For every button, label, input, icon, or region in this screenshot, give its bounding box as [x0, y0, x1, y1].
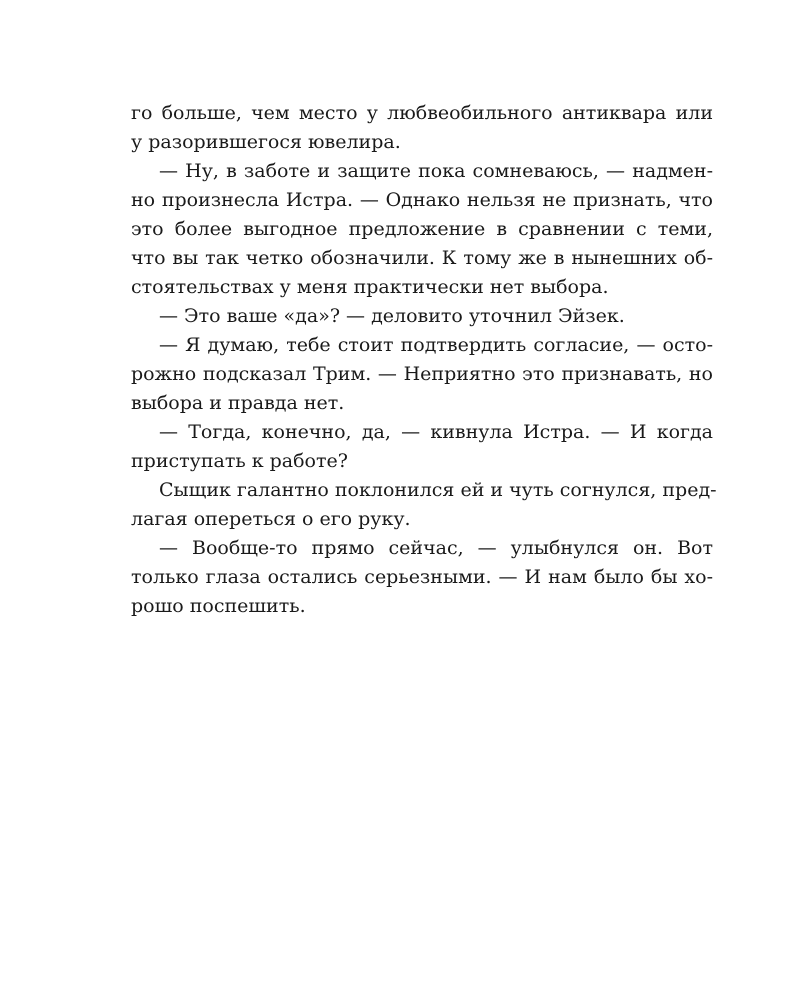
text-line: рожно подсказал Трим. — Неприятно это признавать, но: [131, 363, 713, 385]
text-line: лагая опереться о его руку.: [131, 508, 411, 530]
text-line: это более выгодное предложение в сравнении с теми,: [131, 218, 713, 240]
text-line: — Это ваше «да»? — деловито уточнил Эйзек.: [159, 305, 625, 327]
text-line: стоятельствах у меня практически нет выбора.: [131, 276, 609, 298]
text-line: — Ну, в заботе и защите пока сомневаюсь, — надмен-: [159, 160, 713, 182]
text-line: рошо поспешить.: [131, 595, 306, 617]
text-line: но произнесла Истра. — Однако нельзя не признать, что: [131, 189, 713, 211]
text-line: что вы так четко обозначили. К тому же в нынешних об-: [131, 247, 713, 269]
text-line: выбора и правда нет.: [131, 392, 345, 414]
text-line: Сыщик галантно поклонился ей и чуть согнулся, пред-: [159, 479, 717, 501]
text-line: го больше, чем место у любвеобильного антиквара или: [131, 102, 713, 124]
text-line: — Тогда, конечно, да, — кивнула Истра. — И когда: [159, 421, 713, 443]
text-line: — Я думаю, тебе стоит подтвердить согласие, — осто-: [159, 334, 713, 356]
text-line: приступать к работе?: [131, 450, 348, 472]
text-line: только глаза остались серьезными. — И нам было бы хо-: [131, 566, 713, 588]
text-line: — Вообще-то прямо сейчас, — улыбнулся он. Вот: [159, 537, 713, 559]
text-line: у разорившегося ювелира.: [131, 131, 401, 153]
page-text: [131, 99, 717, 621]
